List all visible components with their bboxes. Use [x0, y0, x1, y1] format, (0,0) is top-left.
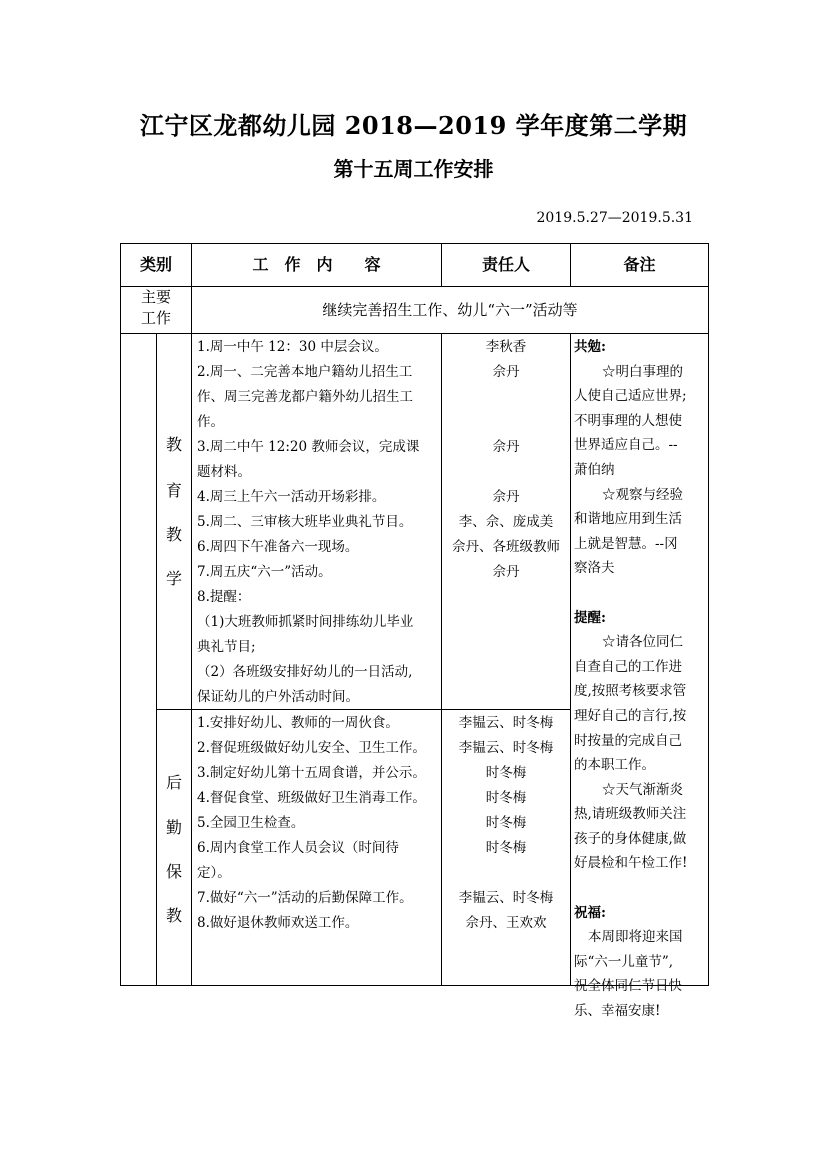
- list-item: 3.周二中午 12:20 教师会议，完成课: [197, 439, 420, 455]
- list-item: 4.周三上午六一活动开场彩排。: [197, 489, 386, 505]
- list-item: （2）各班级安排好幼儿的一日活动,: [197, 664, 413, 680]
- category-logistics-char-3: 保: [165, 862, 182, 881]
- remarks-line: ☆请各位同仁: [602, 634, 683, 651]
- responsible-item: 李、佘、庞成美: [458, 514, 554, 530]
- responsible-item: [442, 460, 570, 485]
- responsible-item: 李韫云、时冬梅: [458, 740, 554, 756]
- list-item: 定）。: [197, 865, 231, 881]
- remarks-line: 时按量的完成自己: [574, 732, 682, 749]
- remarks-bless-title: 祝福:: [574, 904, 606, 921]
- remarks-line: ☆观察与经验: [602, 486, 683, 503]
- remarks: [574, 335, 702, 1024]
- list-item: 5.全园卫生检查。: [197, 815, 305, 831]
- category-logistics-char-4: 教: [165, 906, 182, 925]
- responsible-item: 佘丹: [492, 439, 520, 455]
- responsible-item: 佘丹、各班级教师: [452, 539, 560, 555]
- list-item: 5.周二、三审核大班毕业典礼节目。: [197, 514, 413, 530]
- remarks-line: 理好自己的言行,按: [574, 707, 687, 724]
- table-line-category-inner: [156, 333, 157, 985]
- main-work-label-line1: 主要: [140, 288, 171, 306]
- remarks-line: 和谐地应用到生活: [574, 511, 682, 528]
- header-category: 类别: [139, 255, 172, 274]
- responsible-item: 时冬梅: [485, 765, 527, 781]
- education-tasks: [197, 335, 441, 710]
- remarks-line: 不明事理的人想使: [574, 412, 682, 429]
- responsible-item: [442, 385, 570, 410]
- logistics-tasks: [197, 711, 441, 936]
- remarks-encourage-title: 共勉:: [574, 339, 606, 355]
- responsible-item: 李秋香: [485, 339, 527, 355]
- remarks-line: 孩子的身体健康,做: [574, 830, 687, 847]
- list-item: 1.安排好幼儿、教师的一周伙食。: [197, 715, 399, 731]
- remarks-line: ☆天气渐渐炎: [602, 781, 683, 798]
- header-responsible: 责任人: [481, 255, 530, 274]
- responsible-item: 佘丹、王欢欢: [465, 915, 547, 931]
- remarks-line: 自查自己的工作进: [574, 658, 682, 675]
- list-item: 题材料。: [197, 464, 251, 480]
- list-item: 7.周五庆“六一”活动。: [197, 564, 332, 580]
- table-line-category-2: [191, 333, 192, 985]
- responsible-item: [442, 410, 570, 435]
- remarks-line: 度,按照考核要求管: [574, 683, 687, 700]
- list-item: 典礼节目;: [197, 639, 256, 655]
- main-work-label: [121, 287, 191, 329]
- remarks-line: 察洛夫: [574, 560, 615, 577]
- responsible-item: 佘丹: [492, 564, 520, 580]
- remarks-line: 萧伯纳: [574, 461, 615, 478]
- list-item: 6.周四下午准备六一现场。: [197, 539, 359, 555]
- remarks-line: 本周即将迎来国: [588, 929, 683, 946]
- list-item: 7.做好“六一”活动的后勤保障工作。: [197, 890, 413, 906]
- document-title: 江宁区龙都幼儿园 2018—2019 学年度第二学期: [139, 111, 688, 140]
- category-education-char-2: 育: [165, 481, 182, 500]
- document-subtitle: 第十五周工作安排: [333, 157, 494, 181]
- list-item: 1.周一中午 12：30 中层会议。: [197, 339, 388, 355]
- responsible-item: 李韫云、时冬梅: [458, 890, 554, 906]
- remarks-line: 乐、幸福安康!: [574, 1003, 661, 1020]
- remarks-line: 人使自己适应世界;: [574, 388, 687, 405]
- remarks-spacer: [574, 876, 702, 901]
- remarks-spacer: [574, 581, 702, 606]
- list-item: 6.周内食堂工作人员会议（时间待: [197, 840, 399, 856]
- responsible-item: 时冬梅: [485, 790, 527, 806]
- category-logistics-char-1: 后: [165, 773, 182, 792]
- remarks-remind-title: 提醒:: [574, 609, 606, 626]
- responsible-item: 时冬梅: [485, 840, 527, 856]
- date-range: 2019.5.27—2019.5.31: [536, 210, 693, 226]
- responsible-item: 李韫云、时冬梅: [458, 715, 554, 731]
- category-logistics-char-2: 勤: [165, 818, 182, 837]
- education-responsible: [442, 335, 570, 585]
- list-item: 8.提醒：: [197, 589, 251, 605]
- header-content: 工 作 内 容: [252, 255, 381, 274]
- main-work-label-line2: 工作: [140, 309, 171, 327]
- remarks-line: 的本职工作。: [574, 757, 655, 774]
- logistics-responsible: [442, 711, 570, 936]
- remarks-line: 上就是智慧。--冈: [574, 535, 678, 552]
- list-item: 保证幼儿的户外活动时间。: [197, 689, 359, 705]
- category-education-char-3: 教: [165, 525, 182, 544]
- table-border-right: [708, 243, 709, 986]
- remarks-line: ☆明白事理的: [602, 363, 683, 380]
- category-education-char-1: 教: [165, 435, 182, 454]
- table-line-main: [120, 333, 709, 334]
- remarks-line: 好晨检和午检工作!: [574, 855, 688, 872]
- header-remarks: 备注: [623, 255, 656, 274]
- table-line-resp-2: [570, 333, 571, 985]
- list-item: 作、周三完善龙都户籍外幼儿招生工: [197, 389, 413, 405]
- list-item: 2.督促班级做好幼儿安全、卫生工作。: [197, 740, 426, 756]
- list-item: 3.制定好幼儿第十五周食谱，并公示。: [197, 765, 426, 781]
- responsible-item: 佘丹: [492, 364, 520, 380]
- list-item: 4.督促食堂、班级做好卫生消毒工作。: [197, 790, 426, 806]
- remarks-line: 世界适应自己。--: [574, 437, 678, 454]
- responsible-item: [442, 861, 570, 886]
- category-education-char-4: 学: [165, 569, 182, 588]
- table-border-left: [120, 243, 121, 986]
- list-item: 2.周一、二完善本地户籍幼儿招生工: [197, 364, 413, 380]
- list-item: 8.做好退休教师欢送工作。: [197, 915, 359, 931]
- main-work-text: 继续完善招生工作、幼儿“六一”活动等: [322, 301, 578, 319]
- list-item: （1)大班教师抓紧时间排练幼儿毕业: [197, 614, 414, 630]
- list-item: 作。: [197, 414, 224, 430]
- responsible-item: 时冬梅: [485, 815, 527, 831]
- responsible-item: 佘丹: [492, 489, 520, 505]
- remarks-line: 热,请班级教师关注: [574, 806, 687, 823]
- remarks-line: 祝全体同仁节日快: [574, 978, 682, 995]
- remarks-line: 际“六一儿童节”,: [574, 953, 674, 970]
